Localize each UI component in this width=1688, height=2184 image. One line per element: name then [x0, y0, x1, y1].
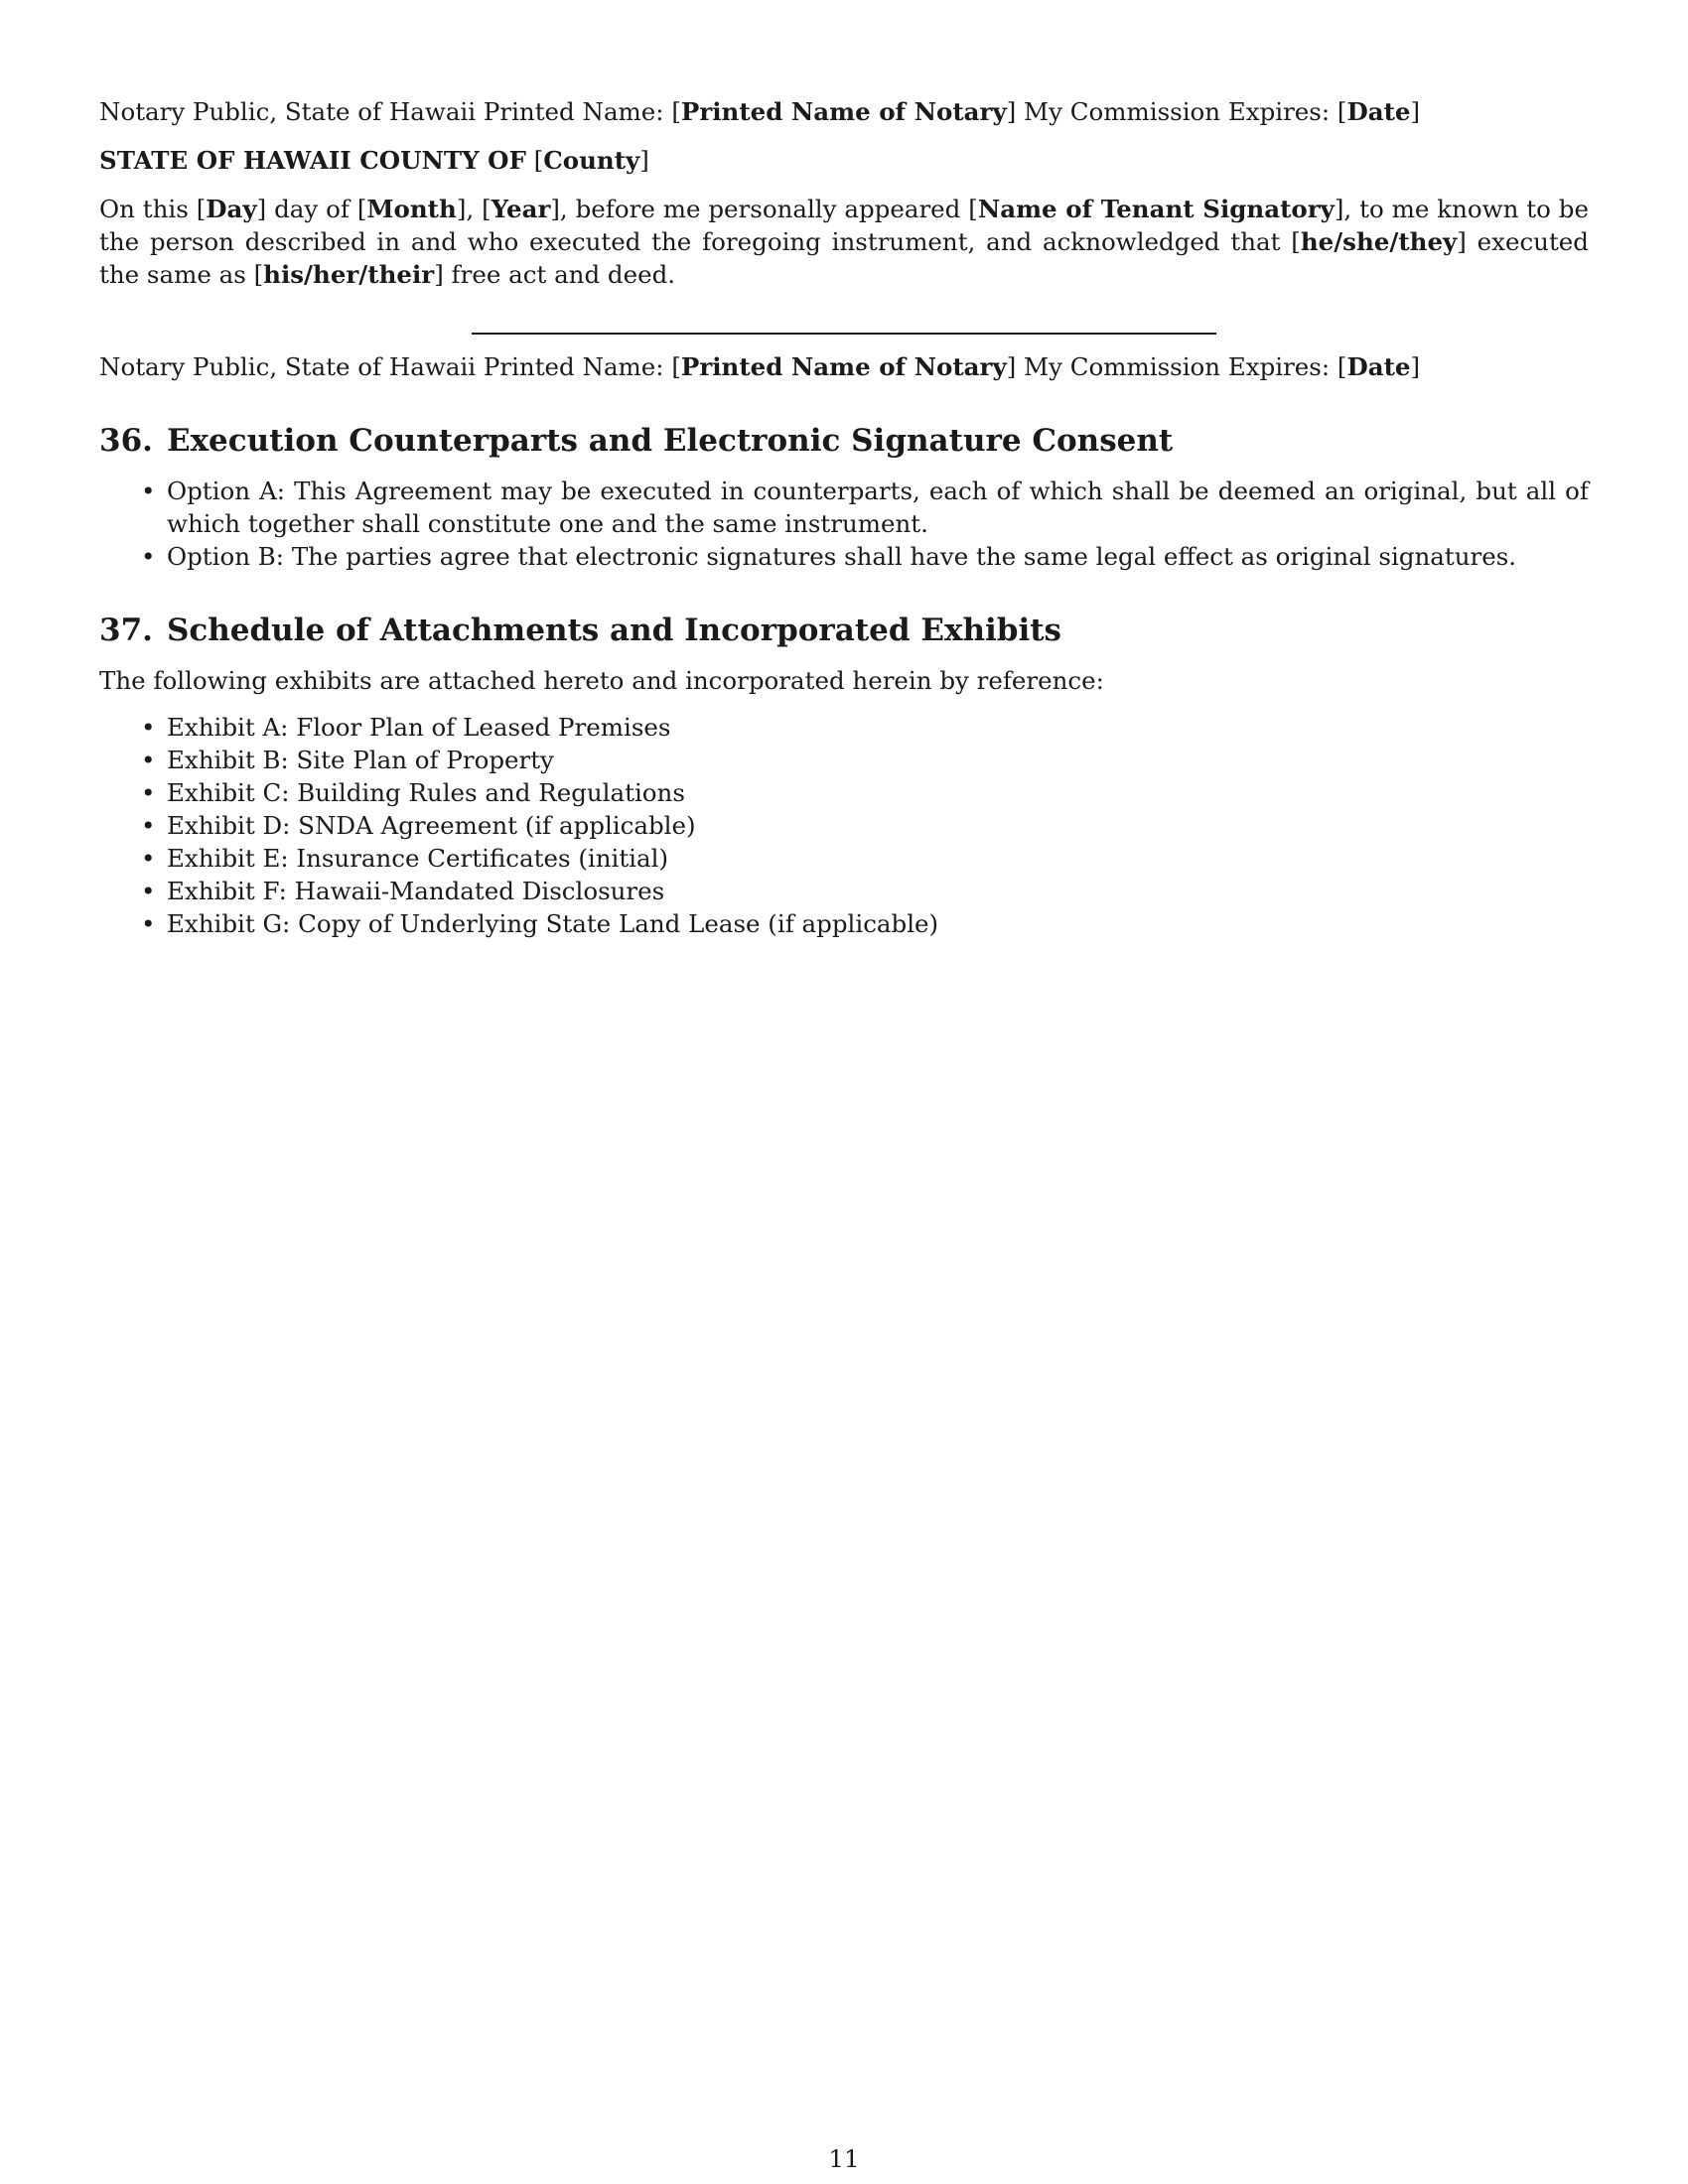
- notary-prefix: Notary Public, State of Hawaii Printed Name:: [99, 352, 672, 381]
- page-number: 11: [828, 2144, 860, 2173]
- section-36-options: [99, 475, 1589, 573]
- list-item: • Exhibit A: Floor Plan of Leased Premises: [141, 713, 671, 742]
- notary-prefix: Notary Public, State of Hawaii Printed Name:: [99, 97, 672, 126]
- bullet-icon: •: [141, 542, 156, 571]
- notary-block-2: Notary Public, State of Hawaii Printed Name: [Printed Name of Notary] My Commission Expires: [Date]: [99, 352, 1421, 381]
- signatory-placeholder: Name of Tenant Signatory: [977, 195, 1335, 223]
- list-item: • Exhibit F: Hawaii-Mandated Disclosures: [141, 877, 665, 905]
- signature-line: [472, 333, 1216, 335]
- state-county-label: STATE OF HAWAII COUNTY OF: [99, 146, 526, 175]
- bullet-icon: •: [141, 778, 156, 807]
- pronoun-placeholder: he/she/they: [1300, 227, 1458, 256]
- section-37-heading: [99, 611, 1589, 650]
- bullet-icon: •: [141, 877, 156, 905]
- document-page: [99, 95, 1589, 940]
- list-item: • Exhibit E: Insurance Certificates (initial): [141, 844, 669, 873]
- possessive-placeholder: his/her/their: [263, 260, 435, 289]
- bullet-icon: •: [141, 909, 156, 938]
- date-placeholder: Date: [1346, 352, 1411, 381]
- month-placeholder: Month: [366, 195, 457, 223]
- section-number: 36.: [99, 423, 153, 459]
- section-title: Schedule of Attachments and Incorporated Exhibits: [166, 613, 1061, 648]
- exhibits-intro: The following exhibits are attached hereto and incorporated herein by reference:: [99, 666, 1104, 695]
- exhibit-list: [99, 711, 1589, 940]
- bullet-icon: •: [141, 811, 156, 840]
- commission-expires-label: My Commission Expires:: [1016, 97, 1337, 126]
- venue-line: STATE OF HAWAII COUNTY OF [County]: [99, 146, 649, 175]
- commission-expires-label: My Commission Expires:: [1016, 352, 1337, 381]
- section-36-heading: [99, 421, 1589, 461]
- acknowledgment-paragraph: On this [Day] day of [Month], [Year], before me personally appeared [Name of Tenant Signatory], to me known to be the person described in and who executed the foregoing instrument, and acknowledged that [he/she/they] executed the same as [his/her/their] free act and deed.: [99, 195, 1589, 289]
- section-title: Execution Counterparts and Electronic Signature Consent: [166, 423, 1174, 459]
- bullet-icon: •: [141, 844, 156, 873]
- year-placeholder: Year: [491, 195, 551, 223]
- list-item: • Exhibit G: Copy of Underlying State Land Lease (if applicable): [141, 909, 939, 938]
- county-placeholder: County: [543, 146, 640, 175]
- notary-name-placeholder: Printed Name of Notary: [680, 97, 1007, 126]
- date-placeholder: Date: [1346, 97, 1411, 126]
- notary-name-placeholder: Printed Name of Notary: [680, 352, 1007, 381]
- section-number: 37.: [99, 613, 153, 648]
- list-item: • Option A: This Agreement may be executed in counterparts, each of which shall be deemed an original, but all of which together shall constitute one and the same instrument.: [141, 477, 1589, 538]
- bullet-icon: •: [141, 477, 156, 505]
- list-item: • Exhibit C: Building Rules and Regulations: [141, 778, 685, 807]
- list-item: • Exhibit B: Site Plan of Property: [141, 746, 554, 774]
- notary-block-1: Notary Public, State of Hawaii Printed Name: [Printed Name of Notary] My Commission Expires: [Date]: [99, 97, 1421, 126]
- day-placeholder: Day: [206, 195, 257, 223]
- list-item: • Option B: The parties agree that electronic signatures shall have the same legal effect as original signatures.: [141, 542, 1517, 571]
- bullet-icon: •: [141, 746, 156, 774]
- bullet-icon: •: [141, 713, 156, 742]
- list-item: • Exhibit D: SNDA Agreement (if applicable): [141, 811, 696, 840]
